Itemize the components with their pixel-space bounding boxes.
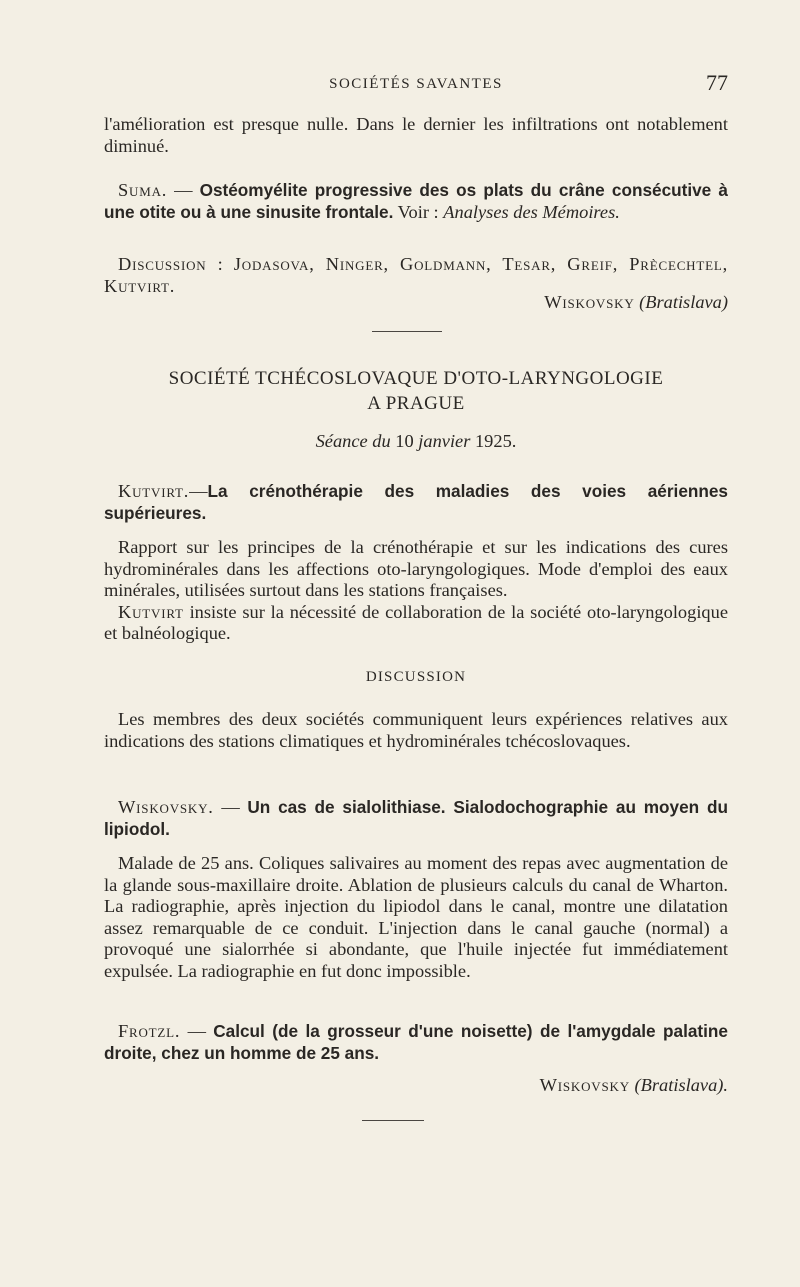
kutvirt-body-1: Rapport sur les principes de la crénothérapie et sur les indications des cures hydrominérales dans les affections oto-laryngologiques. Mode d'emploi des eaux minérales, utilisées surtout dans les stations françaises. bbox=[104, 537, 728, 600]
suma-title: Ostéomyélite progressive des os plats du crâne consécutive à une otite ou à une sinusite frontale. bbox=[104, 180, 728, 222]
society-city: A PRAGUE bbox=[367, 393, 465, 414]
society-heading bbox=[104, 366, 728, 416]
kutvirt-dash: — bbox=[189, 481, 208, 501]
suma-author: Suma. bbox=[118, 180, 168, 200]
wiskovsky-body-text: Malade de 25 ans. Coliques salivaires au moment des repas avec augmentation de la glande sous-maxillaire droite. Ablation de plusieurs calculs du canal de Wharton. La radiographie, après injection du lipiodol dans le canal, montre une dilatation assez remarquable de ce conduit. L'injection dans le canal gauche (normal) a provoqué une sialorrhée si abondante, que l'huile injectée fut immédiatement expulsée. La radiographie en fut donc impossible. bbox=[104, 853, 728, 981]
frotzl-title-paragraph bbox=[104, 1021, 728, 1064]
discussion-section bbox=[104, 669, 728, 686]
page-number: 77 bbox=[706, 70, 728, 95]
frotzl-author: Frotzl. bbox=[118, 1021, 181, 1041]
discussion-names: Jodasova, Ninger, Goldmann, Tesar, Greif, Prècechtel, Kutvirt. bbox=[104, 254, 728, 296]
session-year: 1925. bbox=[474, 431, 517, 451]
society-name: SOCIÉTÉ TCHÉCOSLOVAQUE D'OTO-LARYNGOLOGIE bbox=[168, 368, 664, 389]
suma-paragraph bbox=[104, 180, 728, 223]
discussion-body-text: Les membres des deux sociétés communiquent leurs expériences relatives aux indications des stations climatiques et hydrominérales tchécoslovaques. bbox=[104, 709, 728, 751]
kutvirt-body bbox=[104, 537, 728, 645]
signature-1-name: Wiskovsky bbox=[544, 292, 635, 312]
session-day: 10 bbox=[395, 431, 414, 451]
session-date-line bbox=[104, 431, 728, 452]
session-prefix: Séance du bbox=[315, 431, 391, 451]
intro-paragraph bbox=[104, 114, 728, 157]
signature-2-place: (Bratislava). bbox=[634, 1075, 728, 1095]
wiskovsky-dash: — bbox=[213, 797, 248, 817]
frotzl-abstract bbox=[104, 1021, 728, 1064]
kutvirt-body-2-text: insiste sur la nécessité de collaboration de la société oto-laryngologique et balnéologique. bbox=[104, 601, 728, 643]
session-date bbox=[104, 431, 728, 452]
signature-2-line bbox=[104, 1075, 728, 1097]
discussion-heading: DISCUSSION bbox=[365, 669, 467, 685]
session-month: janvier bbox=[418, 431, 471, 451]
kutvirt-abstract bbox=[104, 481, 728, 524]
section-divider-2 bbox=[362, 1120, 424, 1121]
frotzl-title: Calcul (de la grosseur d'une noisette) de l'amygdale palatine droite, chez un homme de 25 ans. bbox=[104, 1021, 728, 1063]
kutvirt-body-2 bbox=[104, 602, 728, 645]
kutvirt-author: Kutvirt. bbox=[118, 481, 190, 501]
signature-2 bbox=[104, 1075, 728, 1097]
suma-dash: — bbox=[167, 180, 200, 200]
wiskovsky-title-paragraph bbox=[104, 797, 728, 840]
suma-voir: Voir : bbox=[393, 201, 444, 222]
wiskovsky-abstract bbox=[104, 797, 728, 840]
wiskovsky-body bbox=[104, 853, 728, 982]
wiskovsky-title: Un cas de sialolithiase. Sialodochographie au moyen du lipiodol. bbox=[104, 797, 728, 839]
intro-text: l'amélioration est presque nulle. Dans le dernier les infiltrations ont notablement diminué. bbox=[104, 114, 728, 156]
signature-1-line bbox=[104, 292, 728, 314]
kutvirt-title-paragraph bbox=[104, 481, 728, 524]
section-divider-1 bbox=[372, 331, 442, 332]
suma-reference: Analyses des Mémoires. bbox=[443, 201, 620, 222]
discussion-participants-paragraph bbox=[104, 254, 728, 297]
frotzl-dash: — bbox=[180, 1021, 214, 1041]
discussion-participants bbox=[104, 254, 728, 297]
signature-1-place: (Bratislava) bbox=[639, 292, 728, 312]
kutvirt-title: La crénothérapie des maladies des voies aériennes supérieures. bbox=[104, 481, 728, 523]
page-header bbox=[104, 70, 728, 100]
suma-abstract bbox=[104, 180, 728, 223]
discussion-label: Discussion : bbox=[118, 254, 224, 274]
wiskovsky-author: Wiskovsky. bbox=[118, 797, 214, 817]
kutvirt-body-author: Kutvirt bbox=[118, 601, 184, 622]
discussion-body bbox=[104, 709, 728, 752]
signature-2-name: Wiskovsky bbox=[539, 1075, 630, 1095]
running-title: SOCIÉTÉS SAVANTES bbox=[329, 76, 503, 92]
signature-1 bbox=[104, 292, 728, 314]
